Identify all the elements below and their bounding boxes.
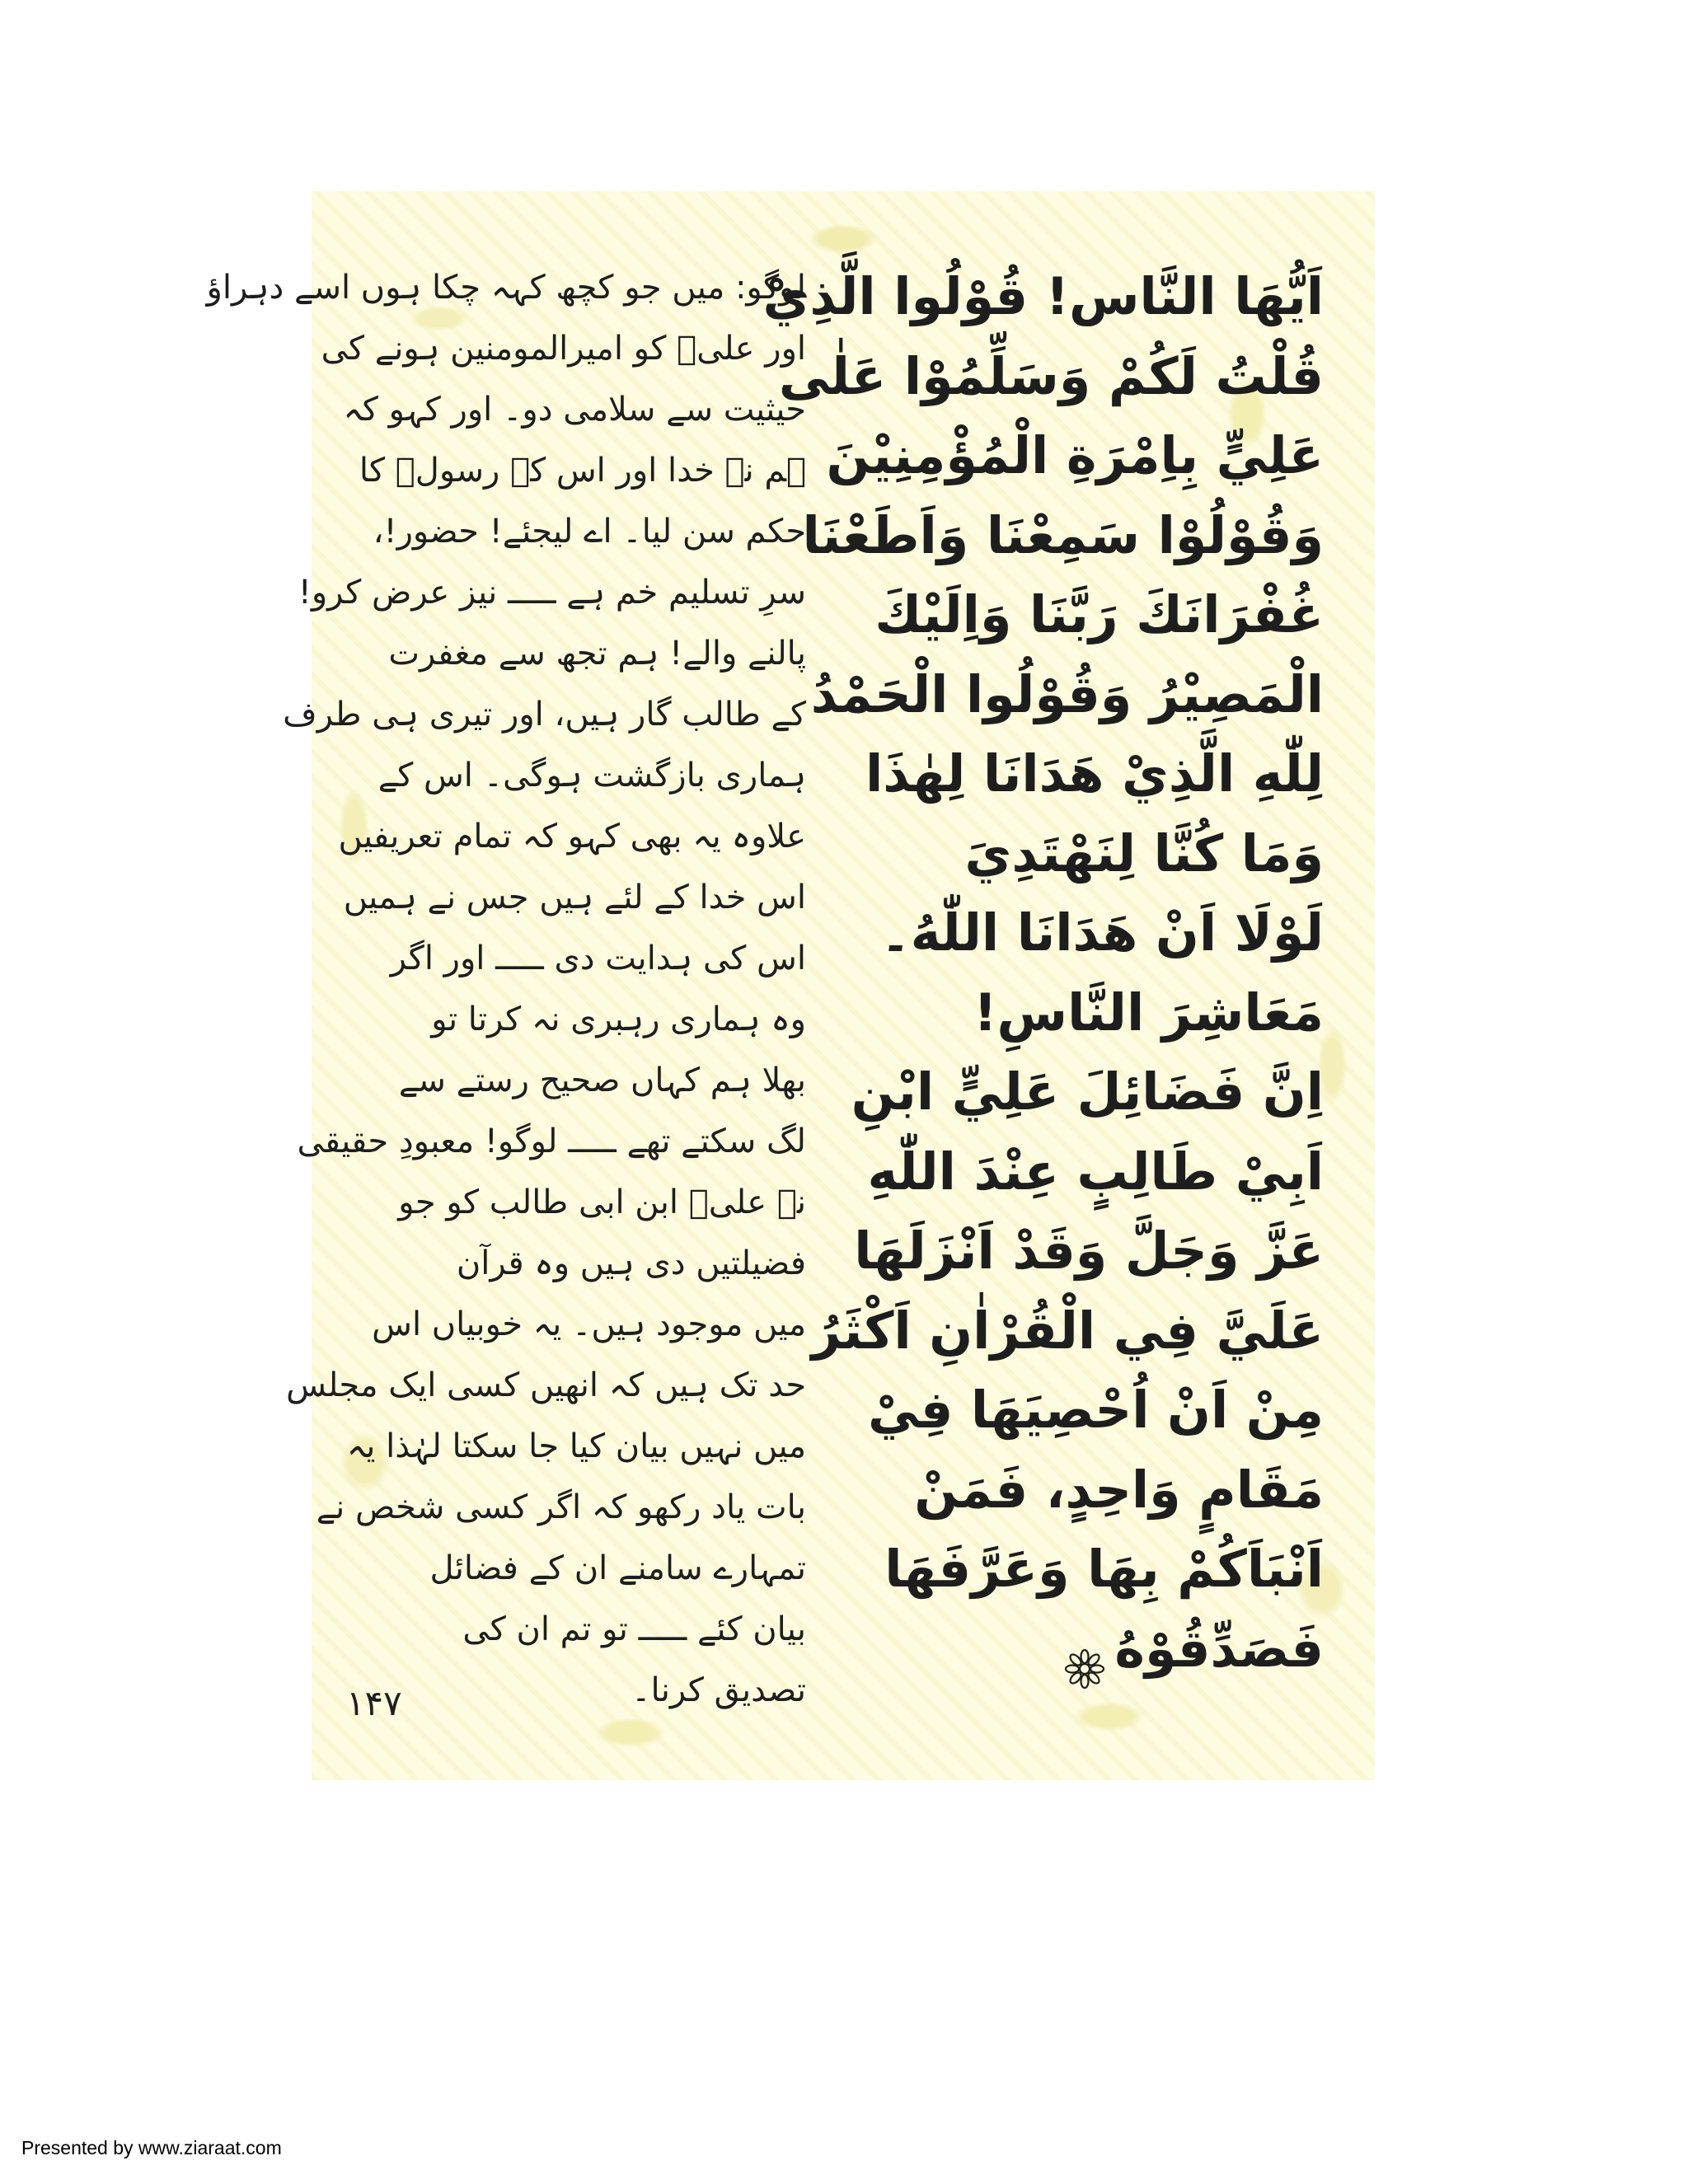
arabic-line: قُلْتُ لَكُمْ وَسَلِّمُوْا عَلٰى [778,345,1324,406]
urdu-line: میں موجود ہیں۔ یہ خوبیاں اس [372,1305,806,1343]
urdu-line: تمہارے سامنے ان کے فضائل [429,1549,806,1587]
urdu-line: لگ سکتے تھے ـــــ لوگو! معبودِ حقیقی [297,1122,806,1160]
arabic-text-column [762,257,1324,1689]
arabic-line: لِلّٰهِ الَّذِيْ هَدَانَا لِهٰذَا [865,743,1324,804]
arabic-line: اَنْبَاَكُمْ بِهَا وَعَرَّفَهَا [884,1539,1324,1599]
arabic-line: عَلِيٍّ بِاِمْرَةِ الْمُؤْمِنِيْنَ [826,425,1324,485]
urdu-line: اس کی ہدایت دی ـــــ اور اگر [390,940,806,977]
urdu-translation-column [206,257,806,1721]
urdu-line: علاوہ یہ بھی کہو کہ تمام تعریفیں [338,818,806,855]
arabic-line: لَوْلَا اَنْ هَدَانَا اللّٰهُ۔ [880,902,1324,963]
footer-credit: Presented by www.ziaraat.com [21,2137,282,2158]
urdu-line: ہم نے خدا اور اس کے رسولؐ کا [359,452,806,490]
urdu-line: لوگو: میں جو کچھ کہہ چکا ہوں اسے دہراؤ [206,269,806,307]
arabic-line: اَيُّهَا النَّاس! قُوْلُوا الَّذِيْ [762,266,1324,326]
scanned-page [206,191,1375,1780]
urdu-line: سرِ تسلیم خم ہے ـــــ نیز عرض کرو! [298,574,806,612]
urdu-line: بات یاد رکھو کہ اگر کسی شخص نے [316,1488,806,1526]
arabic-line: عَلَيَّ فِي الْقُرْاٰنِ اَكْثَرُ [811,1300,1324,1361]
urdu-line: اور علیؑ کو امیرالمومنین ہونے کی [321,330,806,368]
urdu-line: بیان کئے ـــــ تو تم ان کی [462,1610,806,1648]
arabic-line: مِنْ اَنْ اُحْصِيَهَا فِيْ [868,1380,1324,1440]
arabic-line: وَمَا كُنَّا لِنَهْتَدِيَ [964,823,1324,883]
arabic-last-line [862,1610,1324,1690]
urdu-line: حد تک ہیں کہ انھیں کسی ایک مجلس [286,1366,806,1404]
arabic-line: غُفْرَانَكَ رَبَّنَا وَاِلَيْكَ [874,584,1324,644]
urdu-line: پالنے والے! ہم تجھ سے مغفرت [388,635,806,673]
arabic-line: اِنَّ فَضَائِلَ عَلِيٍّ ابْنِ [851,1062,1324,1122]
urdu-line: کے طالب گار ہیں، اور تیری ہی طرف [283,696,806,733]
arabic-line: مَعَاشِرَ النَّاسِ! [973,982,1324,1043]
arabic-line: وَقُوْلُوْا سَمِعْنَا وَاَطَعْنَا [802,504,1324,565]
urdu-line: میں نہیں بیان کیا جا سکتا لہٰذا یہ [346,1427,806,1465]
urdu-line: ہماری بازگشت ہوگی۔ اس کے [377,757,806,794]
urdu-line: حکم سن لیا۔ اے لیجئے! حضور!، [373,513,806,551]
urdu-line: حیثیت سے سلامی دو۔ اور کہو کہ [343,391,806,429]
arabic-line: فَصَدِّقُوْهُ [1114,1618,1324,1679]
page-number: ۱۴۷ [346,1683,402,1723]
arabic-line: عَزَّ وَجَلَّ وَقَدْ اَنْزَلَهَا [854,1221,1324,1281]
arabic-line: الْمَصِيْرُ وَقُوْلُوا الْحَمْدُ [810,663,1324,724]
urdu-line: نے علیؑ ابن ابی طالب کو جو [398,1183,806,1221]
arabic-line: اَبِيْ طَالِبٍ عِنْدَ اللّٰهِ [867,1141,1324,1202]
urdu-line: وہ ہماری رہبری نہ کرتا تو [431,1001,806,1038]
arabic-line: مَقَامٍ وَاحِدٍ، فَمَنْ [914,1459,1324,1520]
flower-icon [1065,1632,1104,1671]
urdu-line: اس خدا کے لئے ہیں جس نے ہمیں [343,879,806,916]
urdu-line: فضیلتیں دی ہیں وہ قرآن [456,1244,806,1282]
urdu-line: تصدیق کرنا۔ [631,1671,806,1709]
urdu-line: بھلا ہم کہاں صحیح رستے سے [398,1062,806,1099]
